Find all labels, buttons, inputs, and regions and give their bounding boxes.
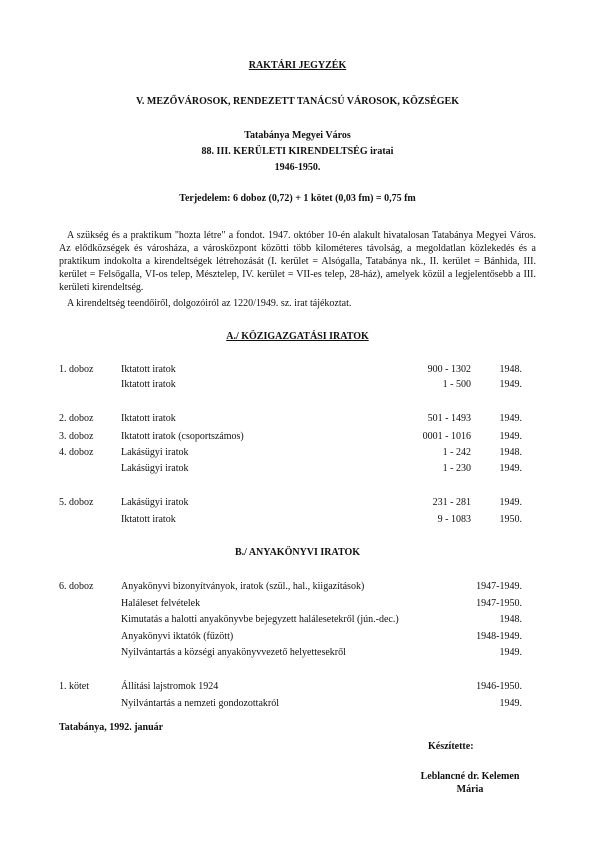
record-title: Állítási lajstromok 1924: [121, 681, 219, 692]
box-number: 5. doboz: [59, 497, 94, 508]
record-year: 1946-1950.: [476, 681, 522, 692]
record-title: Iktatott iratok: [121, 413, 176, 424]
file-number-range: 900 - 1302: [427, 364, 471, 375]
intro-note: A kirendeltség teendőiről, dolgozóiról az 1220/1949. sz. irat tájékoztat.: [67, 298, 352, 309]
author-name-cont: Mária: [456, 784, 484, 795]
extent-line: Terjedelem: 6 doboz (0,72) + 1 kötet (0,03 fm) = 0,75 fm: [179, 193, 416, 204]
record-year: 1947-1950.: [476, 598, 522, 609]
prepared-by-label: Készítette:: [428, 741, 474, 752]
fond-years: 1946-1950.: [274, 162, 321, 173]
record-title: Anyakönyvi bizonyítványok, iratok (szül., hal., kiigazítások): [121, 581, 365, 592]
table-row: [59, 430, 536, 443]
file-number-range: 9 - 1083: [437, 514, 471, 525]
record-year: 1948.: [499, 614, 522, 625]
record-title: Lakásügyi iratok: [121, 497, 189, 508]
record-title: Lakásügyi iratok: [121, 463, 189, 474]
section-a-title: A./ KÖZIGAZGATÁSI IRATOK: [226, 331, 369, 342]
table-row: [59, 446, 536, 459]
table-row: [59, 680, 536, 693]
record-year: 1948.: [499, 447, 522, 458]
box-number: 1. kötet: [59, 681, 89, 692]
file-number-range: 1 - 242: [442, 447, 471, 458]
intro-paragraph: A szükség és a praktikum "hozta létre" a fondot. 1947. október 10-én alakult hivatalosan Tatabánya Megyei Város. Az elődközségek és városháza, a városközpont közötti több kilométeres távolság, a megoldatlan közlekedés és a praktikum indokolta a kirendeltségek létrehozását (I. kerület = Alsógalla, Tatabánya nk., II. kerület = Bánhida, III. kerület = Felsőgalla, VI-os telep, Mésztelep, IV. kerület = VII-es telep, 28-ház), amelyek közül a legjelentősebb a III. kerületi kirendeltség.: [59, 230, 536, 293]
file-number-range: 1 - 230: [442, 463, 471, 474]
table-row: [59, 378, 536, 391]
table-row: [59, 412, 536, 425]
record-title: Iktatott iratok: [121, 364, 176, 375]
record-year: 1949.: [499, 379, 522, 390]
table-row: [59, 613, 536, 626]
record-year: 1950.: [499, 514, 522, 525]
record-title: Lakásügyi iratok: [121, 447, 189, 458]
fond-title: 88. III. KERÜLETI KIRENDELTSÉG iratai: [201, 146, 394, 157]
record-title: Anyakönyvi iktatók (fűzött): [121, 631, 234, 642]
record-title: Haláleset felvételek: [121, 598, 201, 609]
file-number-range: 0001 - 1016: [422, 431, 471, 442]
record-year: 1949.: [499, 413, 522, 424]
table-row: [59, 597, 536, 610]
record-title: Kimutatás a halotti anyakönyvbe bejegyzett halálesetekről (jún.-dec.): [121, 614, 399, 625]
document-title: RAKTÁRI JEGYZÉK: [248, 60, 347, 71]
table-row: [59, 630, 536, 643]
record-title: Iktatott iratok: [121, 514, 176, 525]
record-year: 1949.: [499, 647, 522, 658]
record-year: 1948-1949.: [476, 631, 522, 642]
record-year: 1948.: [499, 364, 522, 375]
record-year: 1949.: [499, 463, 522, 474]
organization-name: Tatabánya Megyei Város: [244, 130, 351, 141]
box-number: 6. doboz: [59, 581, 94, 592]
table-row: [59, 697, 536, 710]
category-heading: V. MEZŐVÁROSOK, RENDEZETT TANÁCSÚ VÁROSOK, KÖZSÉGEK: [135, 96, 460, 107]
box-number: 4. doboz: [59, 447, 94, 458]
record-year: 1949.: [499, 497, 522, 508]
box-number: 3. doboz: [59, 431, 94, 442]
record-title: Nyilvántartás a nemzeti gondozottakról: [121, 698, 280, 709]
table-row: [59, 513, 536, 526]
place-date: Tatabánya, 1992. január: [59, 722, 164, 733]
file-number-range: 1 - 500: [442, 379, 471, 390]
file-number-range: 231 - 281: [432, 497, 471, 508]
box-number: 2. doboz: [59, 413, 94, 424]
box-number: 1. doboz: [59, 364, 94, 375]
record-year: 1949.: [499, 698, 522, 709]
record-title: Iktatott iratok (csoportszámos): [121, 431, 244, 442]
file-number-range: 501 - 1493: [427, 413, 471, 424]
record-title: Iktatott iratok: [121, 379, 176, 390]
author-name: Leblancné dr. Kelemen: [420, 771, 520, 782]
record-year: 1949.: [499, 431, 522, 442]
record-year: 1947-1949.: [476, 581, 522, 592]
record-title: Nyilvántartás a községi anyakönyvvezető helyettesekről: [121, 647, 346, 658]
table-row: [59, 496, 536, 509]
table-row: [59, 462, 536, 475]
table-row: [59, 363, 536, 376]
section-b-title: B./ ANYAKÖNYVI IRATOK: [234, 547, 361, 558]
table-row: [59, 580, 536, 593]
table-row: [59, 646, 536, 659]
